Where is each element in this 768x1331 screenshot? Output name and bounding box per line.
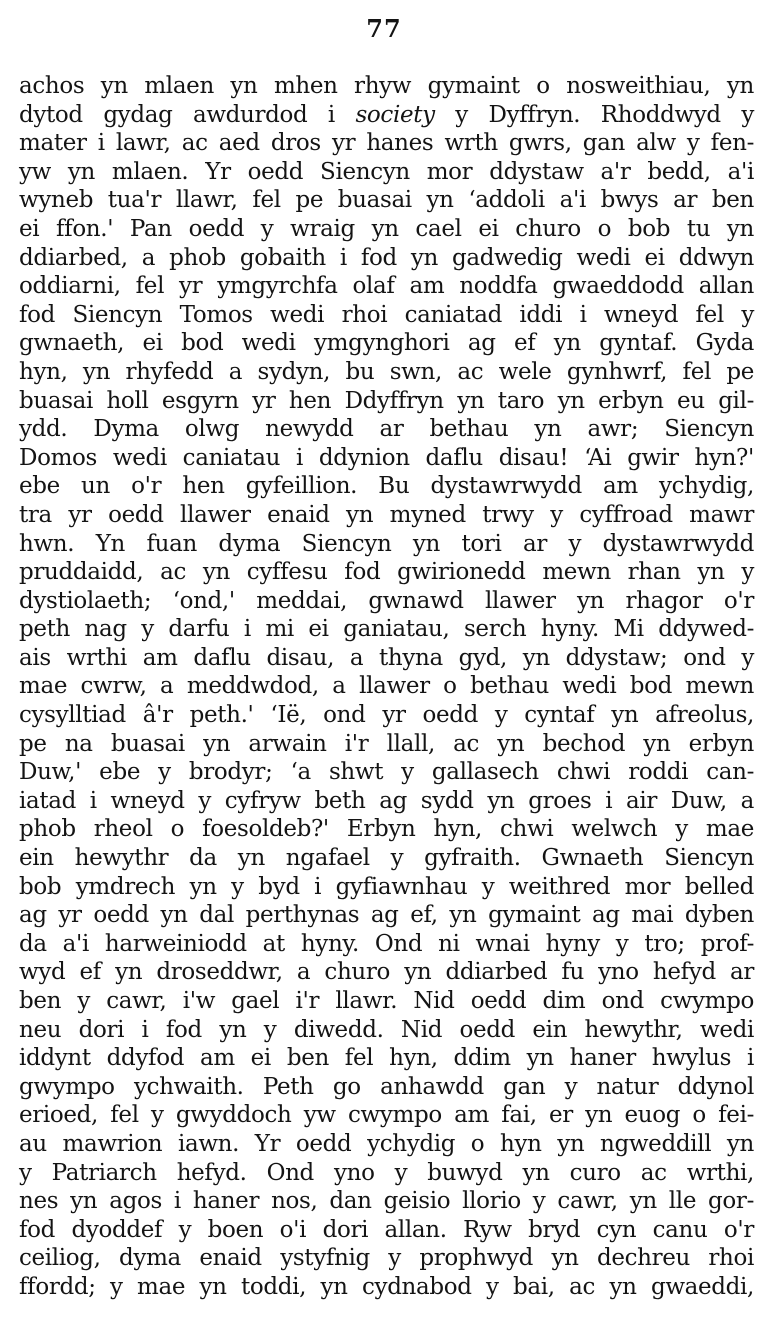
text-line: gwympo ychwaith. Peth go anhawdd gan y natur ddynol <box>19 1073 754 1100</box>
text-line: ais wrthi am daflu disau, a thyna gyd, yn ddystaw; ond y <box>19 644 754 671</box>
body-text <box>19 72 754 1302</box>
text-line: au mawrion iawn. Yr oedd ychydig o hyn yn ngweddill yn <box>19 1130 754 1157</box>
text-line: neu dori i fod yn y diwedd. Nid oedd ein hewythr, wedi <box>19 1016 754 1043</box>
text-line: fod dyoddef y boen o'i dori allan. Ryw bryd cyn canu o'r <box>19 1216 754 1243</box>
text-line: dystiolaeth; ‘ond,' meddai, gwnawd llawer yn rhagor o'r <box>19 587 754 614</box>
text-line: ydd. Dyma olwg newydd ar bethau yn awr; Siencyn <box>19 416 754 443</box>
text-line: ceiliog, dyma enaid ystyfnig y prophwyd yn dechreu rhoi <box>19 1245 754 1272</box>
text-line: yw yn mlaen. Yr oedd Siencyn mor ddystaw a'r bedd, a'i <box>19 158 754 185</box>
text-line: Duw,' ebe y brodyr; ‘a shwt y gallasech chwi roddi can- <box>19 759 754 786</box>
text-line: buasai holl esgyrn yr hen Ddyffryn yn taro yn erbyn eu gil- <box>19 387 754 414</box>
text-line: nes yn agos i haner nos, dan geisio llorio y cawr, yn lle gor- <box>19 1188 754 1215</box>
text-line: wyneb tua'r llawr, fel pe buasai yn ‘addoli a'i bwys ar ben <box>19 187 754 214</box>
text-line: bob ymdrech yn y byd i gyfiawnhau y weithred mor belled <box>19 873 754 900</box>
text-line: erioed, fel y gwyddoch yw cwympo am fai, er yn euog o fei- <box>19 1102 754 1129</box>
text-line: iatad i wneyd y cyfryw beth ag sydd yn groes i air Duw, a <box>19 787 754 814</box>
text-line: peth nag y darfu i mi ei ganiatau, serch hyny. Mi ddywed- <box>19 616 754 643</box>
text-line: iddynt ddyfod am ei ben fel hyn, ddim yn haner hwylus i <box>19 1045 754 1072</box>
text-line: oddiarni, fel yr ymgyrchfa olaf am noddfa gwaeddodd allan <box>19 273 754 300</box>
text-line: pruddaidd, ac yn cyffesu fod gwirionedd mewn rhan yn y <box>19 559 754 586</box>
text-line: cysylltiad â'r peth.' ‘Ië, ond yr oedd y cyntaf yn afreolus, <box>19 702 754 729</box>
text-line: ebe un o'r hen gyfeillion. Bu dystawrwydd am ychydig, <box>19 473 754 500</box>
text-line: hwn. Yn fuan dyma Siencyn yn tori ar y dystawrwydd <box>19 530 754 557</box>
text-line: pe na buasai yn arwain i'r llall, ac yn bechod yn erbyn <box>19 730 754 757</box>
text-line: phob rheol o foesoldeb?' Erbyn hyn, chwi welwch y mae <box>19 816 754 843</box>
text-line: da a'i harweiniodd at hyny. Ond ni wnai hyny y tro; prof- <box>19 930 754 957</box>
text-line: ein hewythr da yn ngafael y gyfraith. Gwnaeth Siencyn <box>19 845 754 872</box>
text-line: mae cwrw, a meddwdod, a llawer o bethau wedi bod mewn <box>19 673 754 700</box>
text-line: ddiarbed, a phob gobaith i fod yn gadwedig wedi ei ddwyn <box>19 244 754 271</box>
text-line: ag yr oedd yn dal perthynas ag ef, yn gymaint ag mai dyben <box>19 902 754 929</box>
text-line: achos yn mlaen yn mhen rhyw gymaint o nosweithiau, yn <box>19 73 754 99</box>
text-line: fod Siencyn Tomos wedi rhoi caniatad iddi i wneyd fel y <box>19 301 754 328</box>
text-line: ffordd; y mae yn toddi, yn cydnabod y bai, ac yn gwaeddi, <box>19 1273 754 1300</box>
text-line: wyd ef yn droseddwr, a churo yn ddiarbed fu yno hefyd ar <box>19 959 754 986</box>
text-line: hyn, yn rhyfedd a sydyn, bu swn, ac wele gynhwrf, fel pe <box>19 358 754 385</box>
text-line: gwnaeth, ei bod wedi ymgynghori ag ef yn gyntaf. Gyda <box>19 330 754 357</box>
text-line: tra yr oedd llawer enaid yn myned trwy y cyffroad mawr <box>19 501 754 528</box>
text-line: y Patriarch hefyd. Ond yno y buwyd yn curo ac wrthi, <box>19 1159 754 1186</box>
text-line: ben y cawr, i'w gael i'r llawr. Nid oedd dim ond cwympo <box>19 988 754 1014</box>
text-line: ei ffon.' Pan oedd y wraig yn cael ei churo o bob tu yn <box>19 215 754 242</box>
page-number: 77 <box>366 14 402 43</box>
text-line: dytod gydag awdurdod i society y Dyffryn. Rhoddwyd y <box>19 101 754 128</box>
text-line: mater i lawr, ac aed dros yr hanes wrth gwrs, gan alw y fen- <box>19 130 754 157</box>
text-line: Domos wedi caniatau i ddynion daflu disau! ‘Ai gwir hyn?' <box>19 444 754 471</box>
